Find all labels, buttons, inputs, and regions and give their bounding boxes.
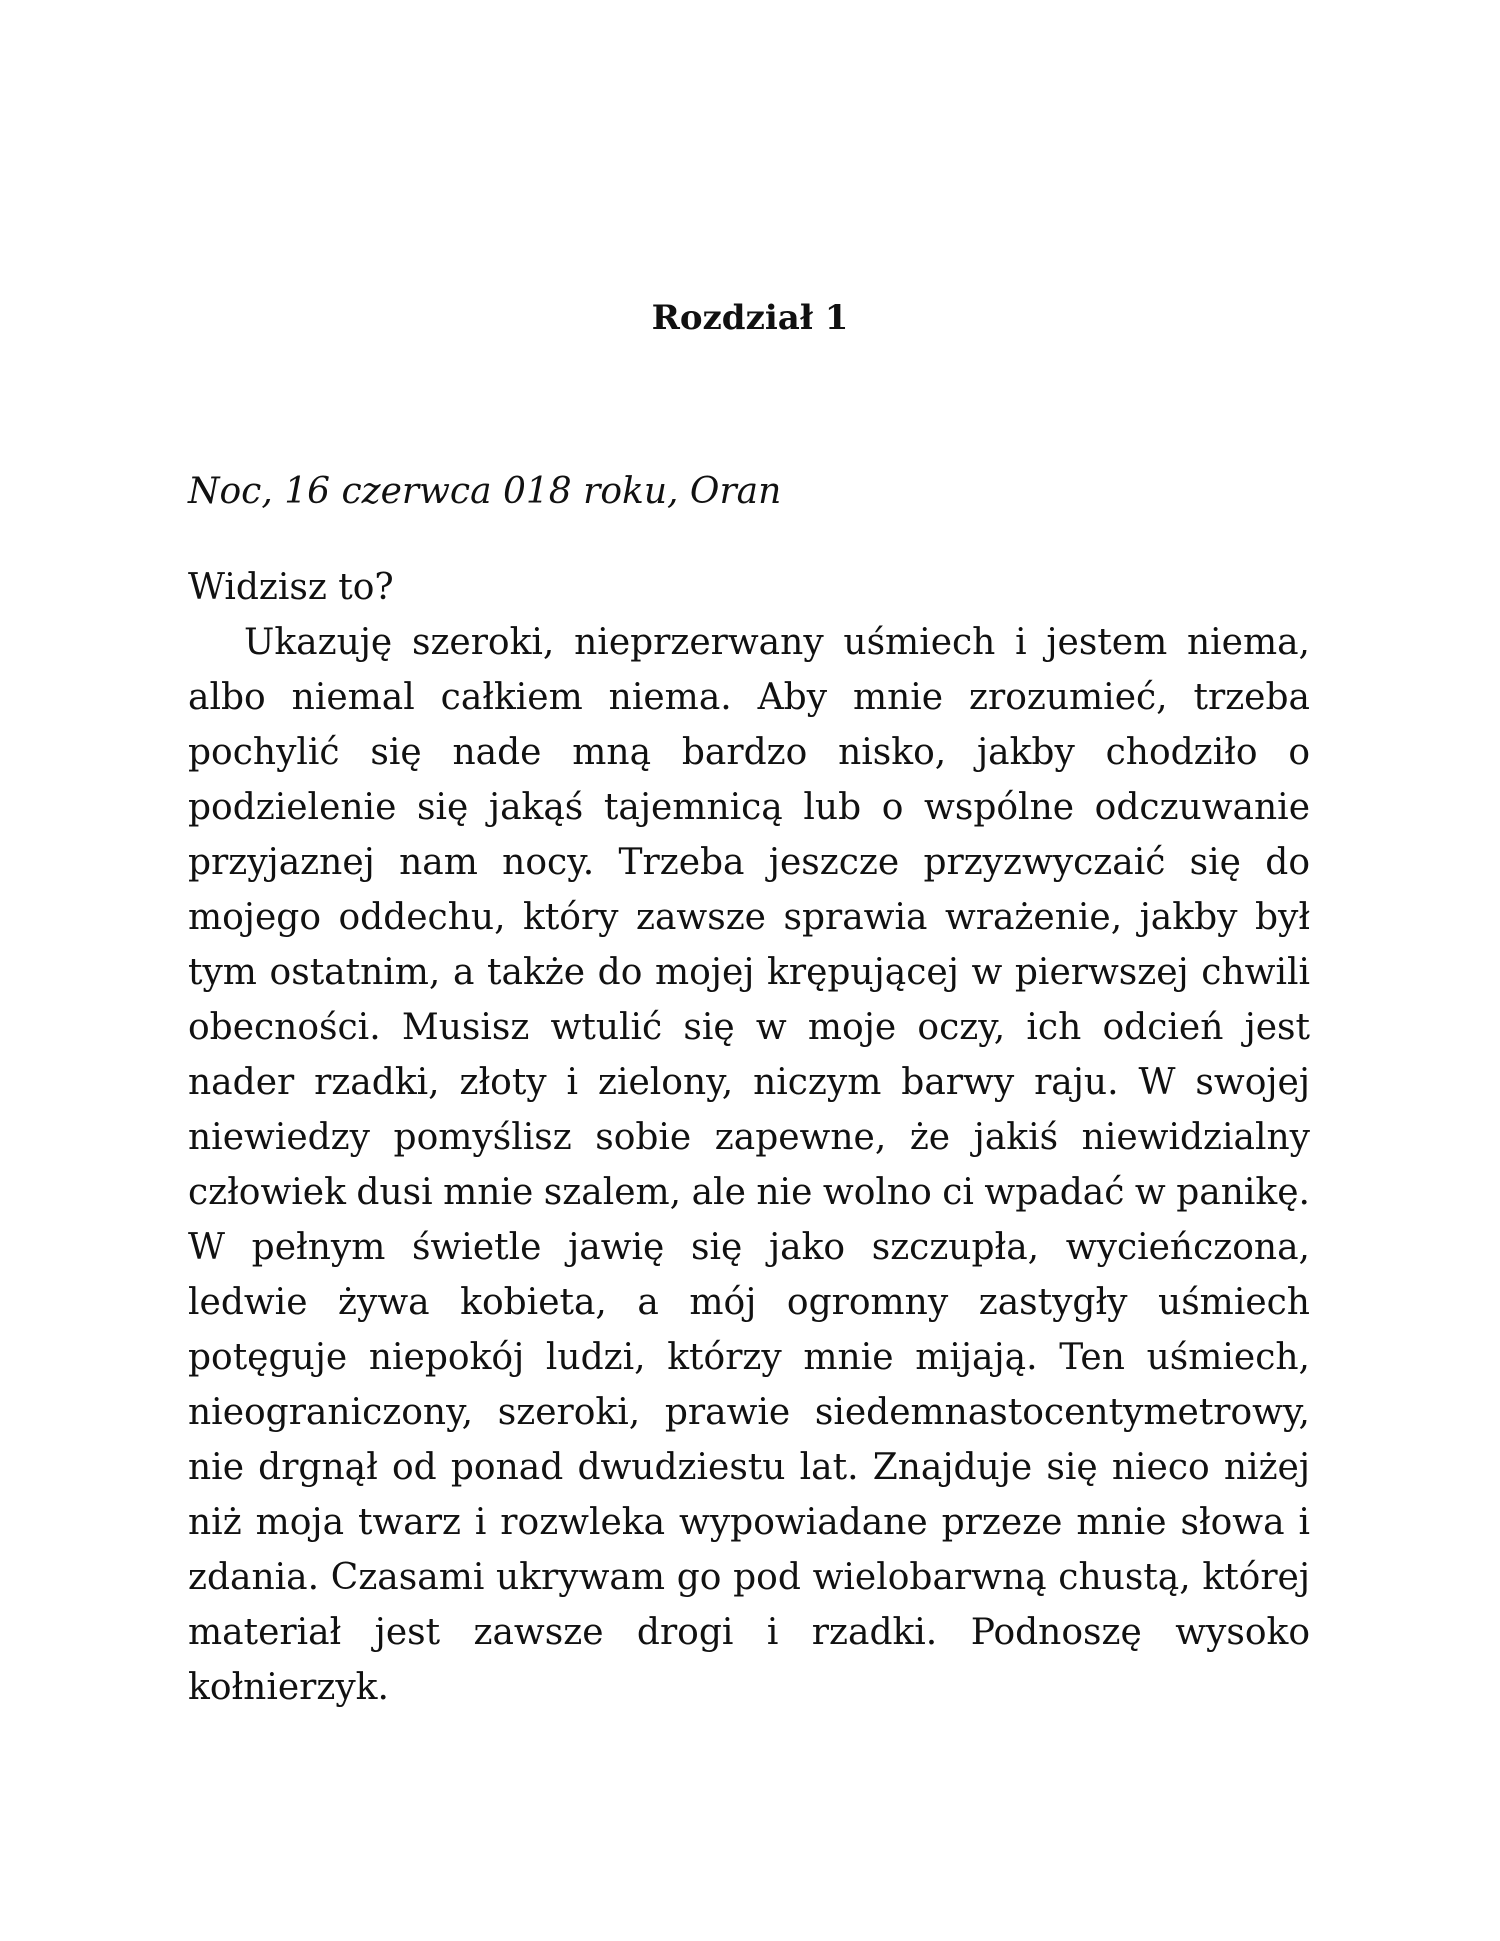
body-paragraph: Ukazuję szeroki, nieprzerwany uśmiech i jestem niema, albo niemal całkiem niema. Aby mnie zrozumieć, trzeba pochylić się nade mną bardzo nisko, jakby chodziło o podzielenie się jakąś tajemnicą lub o wspólne odczuwanie przyjaznej nam nocy. Trzeba jeszcze przyzwyczaić się do mojego oddechu, który zawsze sprawia wrażenie, jakby był tym ostatnim, a także do mojej krępującej w pierwszej chwili obecności. Musisz wtulić się w moje oczy, ich odcień jest nader rzadki, złoty i zielony, niczym barwy raju. W swojej niewiedzy pomyślisz sobie zapewne, że jakiś niewidzialny człowiek dusi mnie szalem, ale nie wolno ci wpadać w panikę. W pełnym świetle jawię się jako szczupła, wycieńczona, ledwie żywa kobieta, a mój ogromny zastygły uśmiech potęguje niepokój ludzi, którzy mnie mijają. Ten uśmiech, nieograniczony, szeroki, prawie siedemnastocentymetrowy, nie drgnął od ponad dwudziestu lat. Znajduje się nieco niżej niż moja twarz i rozwleka wypowiadane przeze mnie słowa i zdania. Czasami ukrywam go pod wielobarwną chustą, której materiał jest zawsze drogi i rzadki. Podnoszę wysoko kołnierzyk. bbox=[188, 622, 1310, 1708]
dateline: Noc, 16 czerwca 018 roku, Oran bbox=[188, 471, 782, 512]
opening-line: Widzisz to? bbox=[188, 567, 394, 608]
chapter-text bbox=[188, 560, 1310, 1715]
chapter-title: Rozdział 1 bbox=[651, 298, 849, 338]
